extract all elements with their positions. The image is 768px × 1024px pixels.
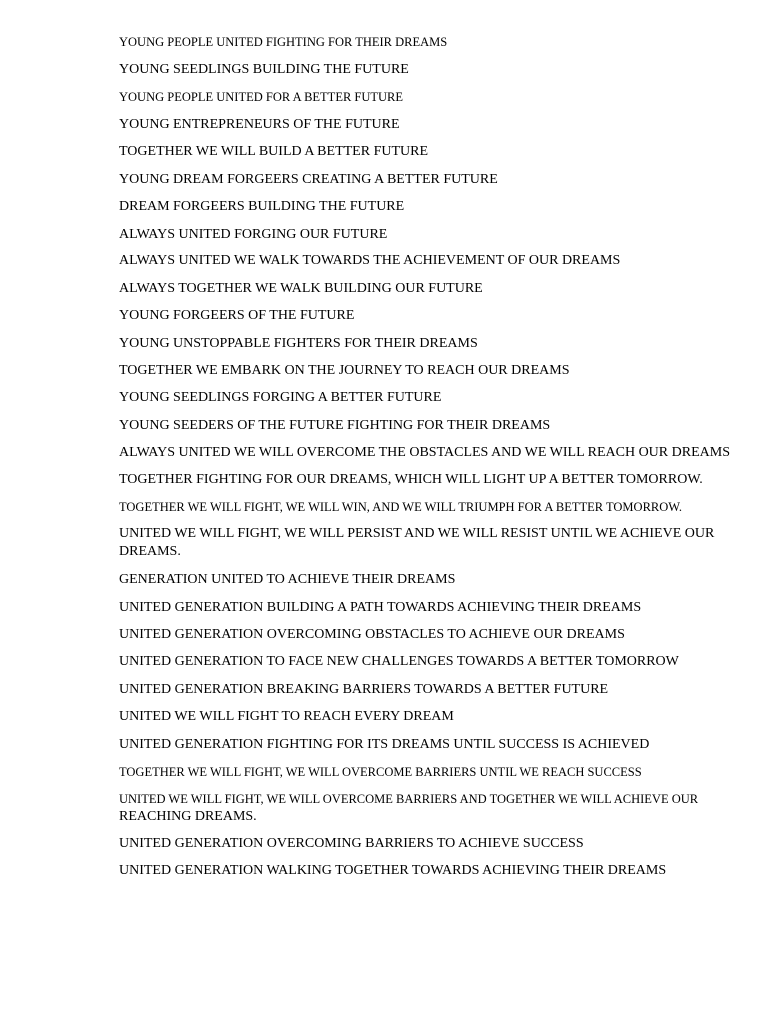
slogan-line: UNITED GENERATION TO FACE NEW CHALLENGES TOWARDS A BETTER TOMORROW <box>119 654 679 669</box>
slogan-line: DREAM FORGEERS BUILDING THE FUTURE <box>119 199 405 214</box>
slogan-line: GENERATION UNITED TO ACHIEVE THEIR DREAMS <box>119 572 456 587</box>
slogan-line: YOUNG FORGEERS OF THE FUTURE <box>119 308 355 323</box>
slogan-line: ALWAYS TOGETHER WE WALK BUILDING OUR FUTURE <box>119 281 483 296</box>
slogan-line: UNITED WE WILL FIGHT TO REACH EVERY DREAM <box>119 709 454 724</box>
slogan-line: ALWAYS UNITED FORGING OUR FUTURE <box>119 227 388 242</box>
slogan-line: YOUNG DREAM FORGEERS CREATING A BETTER FUTURE <box>119 172 498 187</box>
slogan-line: YOUNG PEOPLE UNITED FIGHTING FOR THEIR DREAMS <box>119 35 448 49</box>
slogan-line: REACHING DREAMS. <box>119 809 257 824</box>
slogan-line: UNITED GENERATION FIGHTING FOR ITS DREAMS UNTIL SUCCESS IS ACHIEVED <box>119 737 650 752</box>
slogan-line: TOGETHER WE WILL FIGHT, WE WILL WIN, AND WE WILL TRIUMPH FOR A BETTER TOMORROW. <box>119 500 683 514</box>
slogan-line: YOUNG PEOPLE UNITED FOR A BETTER FUTURE <box>119 90 404 104</box>
slogan-line: UNITED WE WILL FIGHT, WE WILL PERSIST AND WE WILL RESIST UNTIL WE ACHIEVE OUR DREAMS. <box>119 526 715 559</box>
slogan-line: TOGETHER WE WILL BUILD A BETTER FUTURE <box>119 144 429 159</box>
slogan-line: YOUNG SEEDLINGS FORGING A BETTER FUTURE <box>119 390 442 405</box>
slogan-line: ALWAYS UNITED WE WALK TOWARDS THE ACHIEVEMENT OF OUR DREAMS <box>119 253 621 268</box>
slogan-line: UNITED GENERATION OVERCOMING BARRIERS TO ACHIEVE SUCCESS <box>119 836 584 851</box>
slogan-line: ALWAYS UNITED WE WILL OVERCOME THE OBSTACLES AND WE WILL REACH OUR DREAMS <box>119 445 730 460</box>
slogan-line: TOGETHER WE EMBARK ON THE JOURNEY TO REACH OUR DREAMS <box>119 363 570 378</box>
slogan-line: TOGETHER WE WILL FIGHT, WE WILL OVERCOME BARRIERS UNTIL WE REACH SUCCESS <box>119 765 642 779</box>
slogan-line: UNITED WE WILL FIGHT, WE WILL OVERCOME BARRIERS AND TOGETHER WE WILL ACHIEVE OUR <box>119 792 699 806</box>
slogan-line: YOUNG ENTREPRENEURS OF THE FUTURE <box>119 117 400 132</box>
slogan-line: UNITED GENERATION BREAKING BARRIERS TOWARDS A BETTER FUTURE <box>119 682 609 697</box>
slogan-line: YOUNG SEEDLINGS BUILDING THE FUTURE <box>119 62 409 77</box>
slogan-line: YOUNG SEEDERS OF THE FUTURE FIGHTING FOR THEIR DREAMS <box>119 418 551 433</box>
slogan-line: UNITED GENERATION WALKING TOGETHER TOWARDS ACHIEVING THEIR DREAMS <box>119 863 667 878</box>
slogan-line: YOUNG UNSTOPPABLE FIGHTERS FOR THEIR DREAMS <box>119 336 478 351</box>
slogan-line: UNITED GENERATION OVERCOMING OBSTACLES TO ACHIEVE OUR DREAMS <box>119 627 625 642</box>
slogan-line: UNITED GENERATION BUILDING A PATH TOWARDS ACHIEVING THEIR DREAMS <box>119 600 642 615</box>
slogan-line: TOGETHER FIGHTING FOR OUR DREAMS, WHICH WILL LIGHT UP A BETTER TOMORROW. <box>119 472 703 487</box>
